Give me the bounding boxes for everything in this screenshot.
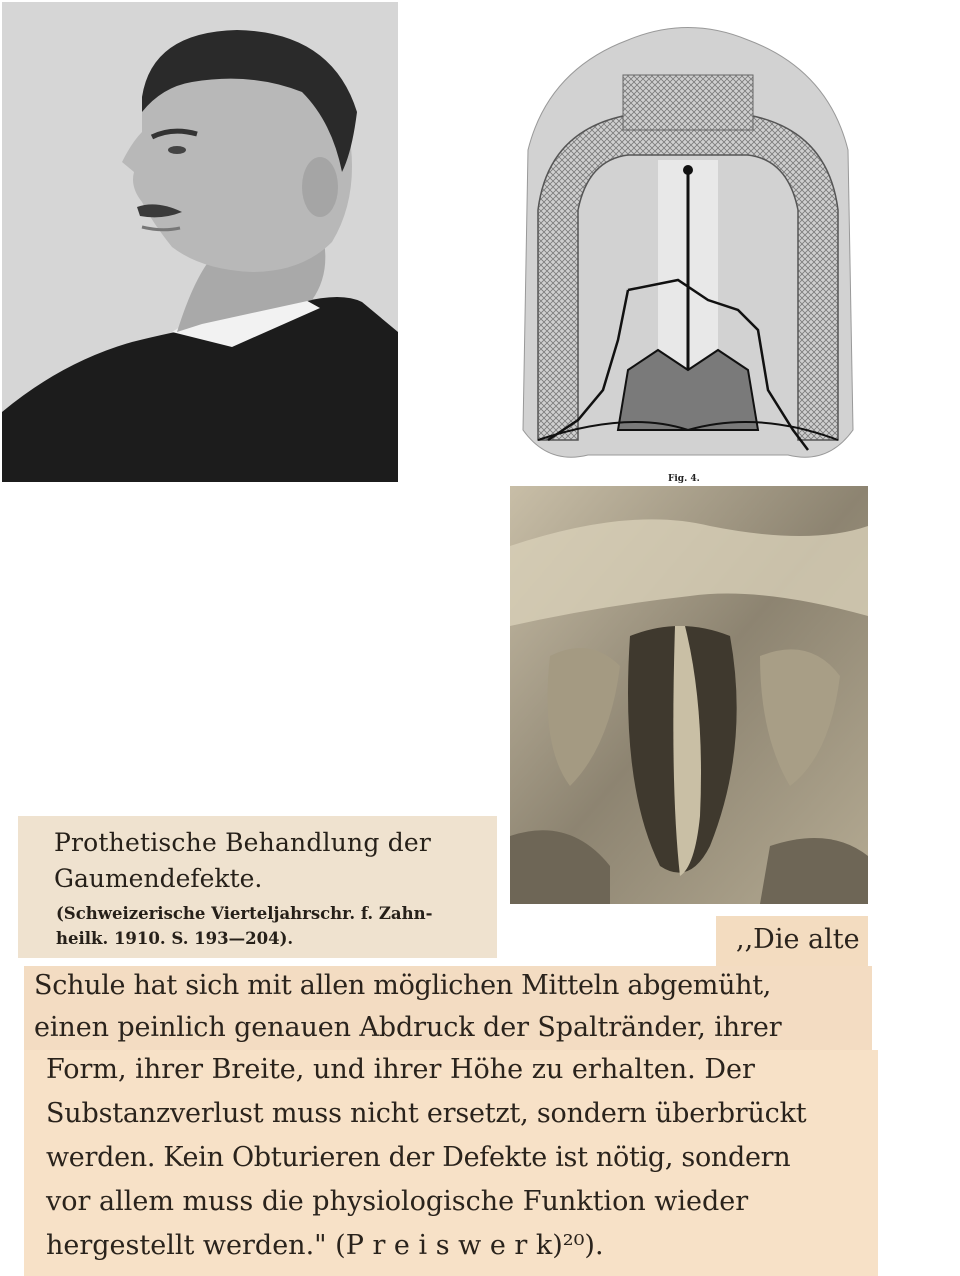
title-clipping xyxy=(18,816,497,958)
quote-line-5: Substanzverlust muss nicht ersetzt, sondern überbrückt xyxy=(46,1098,807,1129)
article-source-line2: heilk. 1910. S. 193—204). xyxy=(56,929,294,948)
article-title-line1: Prothetische Behandlung der xyxy=(54,828,432,857)
quote-line-8: hergestellt werden." (P r e i s w e r k)²⁰). xyxy=(46,1230,604,1261)
quote-clipping-middle xyxy=(24,966,872,1050)
quote-line-4: Form, ihrer Breite, und ihrer Höhe zu erhalten. Der xyxy=(46,1054,755,1085)
quote-clipping-top xyxy=(716,916,868,966)
quote-line-2: Schule hat sich mit allen möglichen Mitteln abgemüht, xyxy=(34,970,772,1001)
figure-caption: Fig. 4. xyxy=(668,474,700,484)
quote-line-3: einen peinlich genauen Abdruck der Spaltränder, ihrer xyxy=(34,1012,782,1043)
article-title-line2: Gaumendefekte. xyxy=(54,864,263,893)
cast-drawing xyxy=(510,486,868,904)
quote-line-6: werden. Kein Obturieren der Defekte ist nötig, sondern xyxy=(46,1142,791,1173)
article-source-line1: (Schweizerische Vierteljahrschr. f. Zahn- xyxy=(56,904,433,923)
portrait-photo xyxy=(2,2,398,482)
quote-clipping-bottom xyxy=(24,1050,878,1276)
palate-drawing xyxy=(508,10,868,472)
quote-line-1: ,,Die alte xyxy=(736,924,860,955)
quote-line-7: vor allem muss die physiologische Funktion wieder xyxy=(46,1186,749,1217)
palate-diagram xyxy=(508,10,868,472)
portrait-drawing xyxy=(2,2,398,482)
palate-cast-photo xyxy=(510,486,868,904)
